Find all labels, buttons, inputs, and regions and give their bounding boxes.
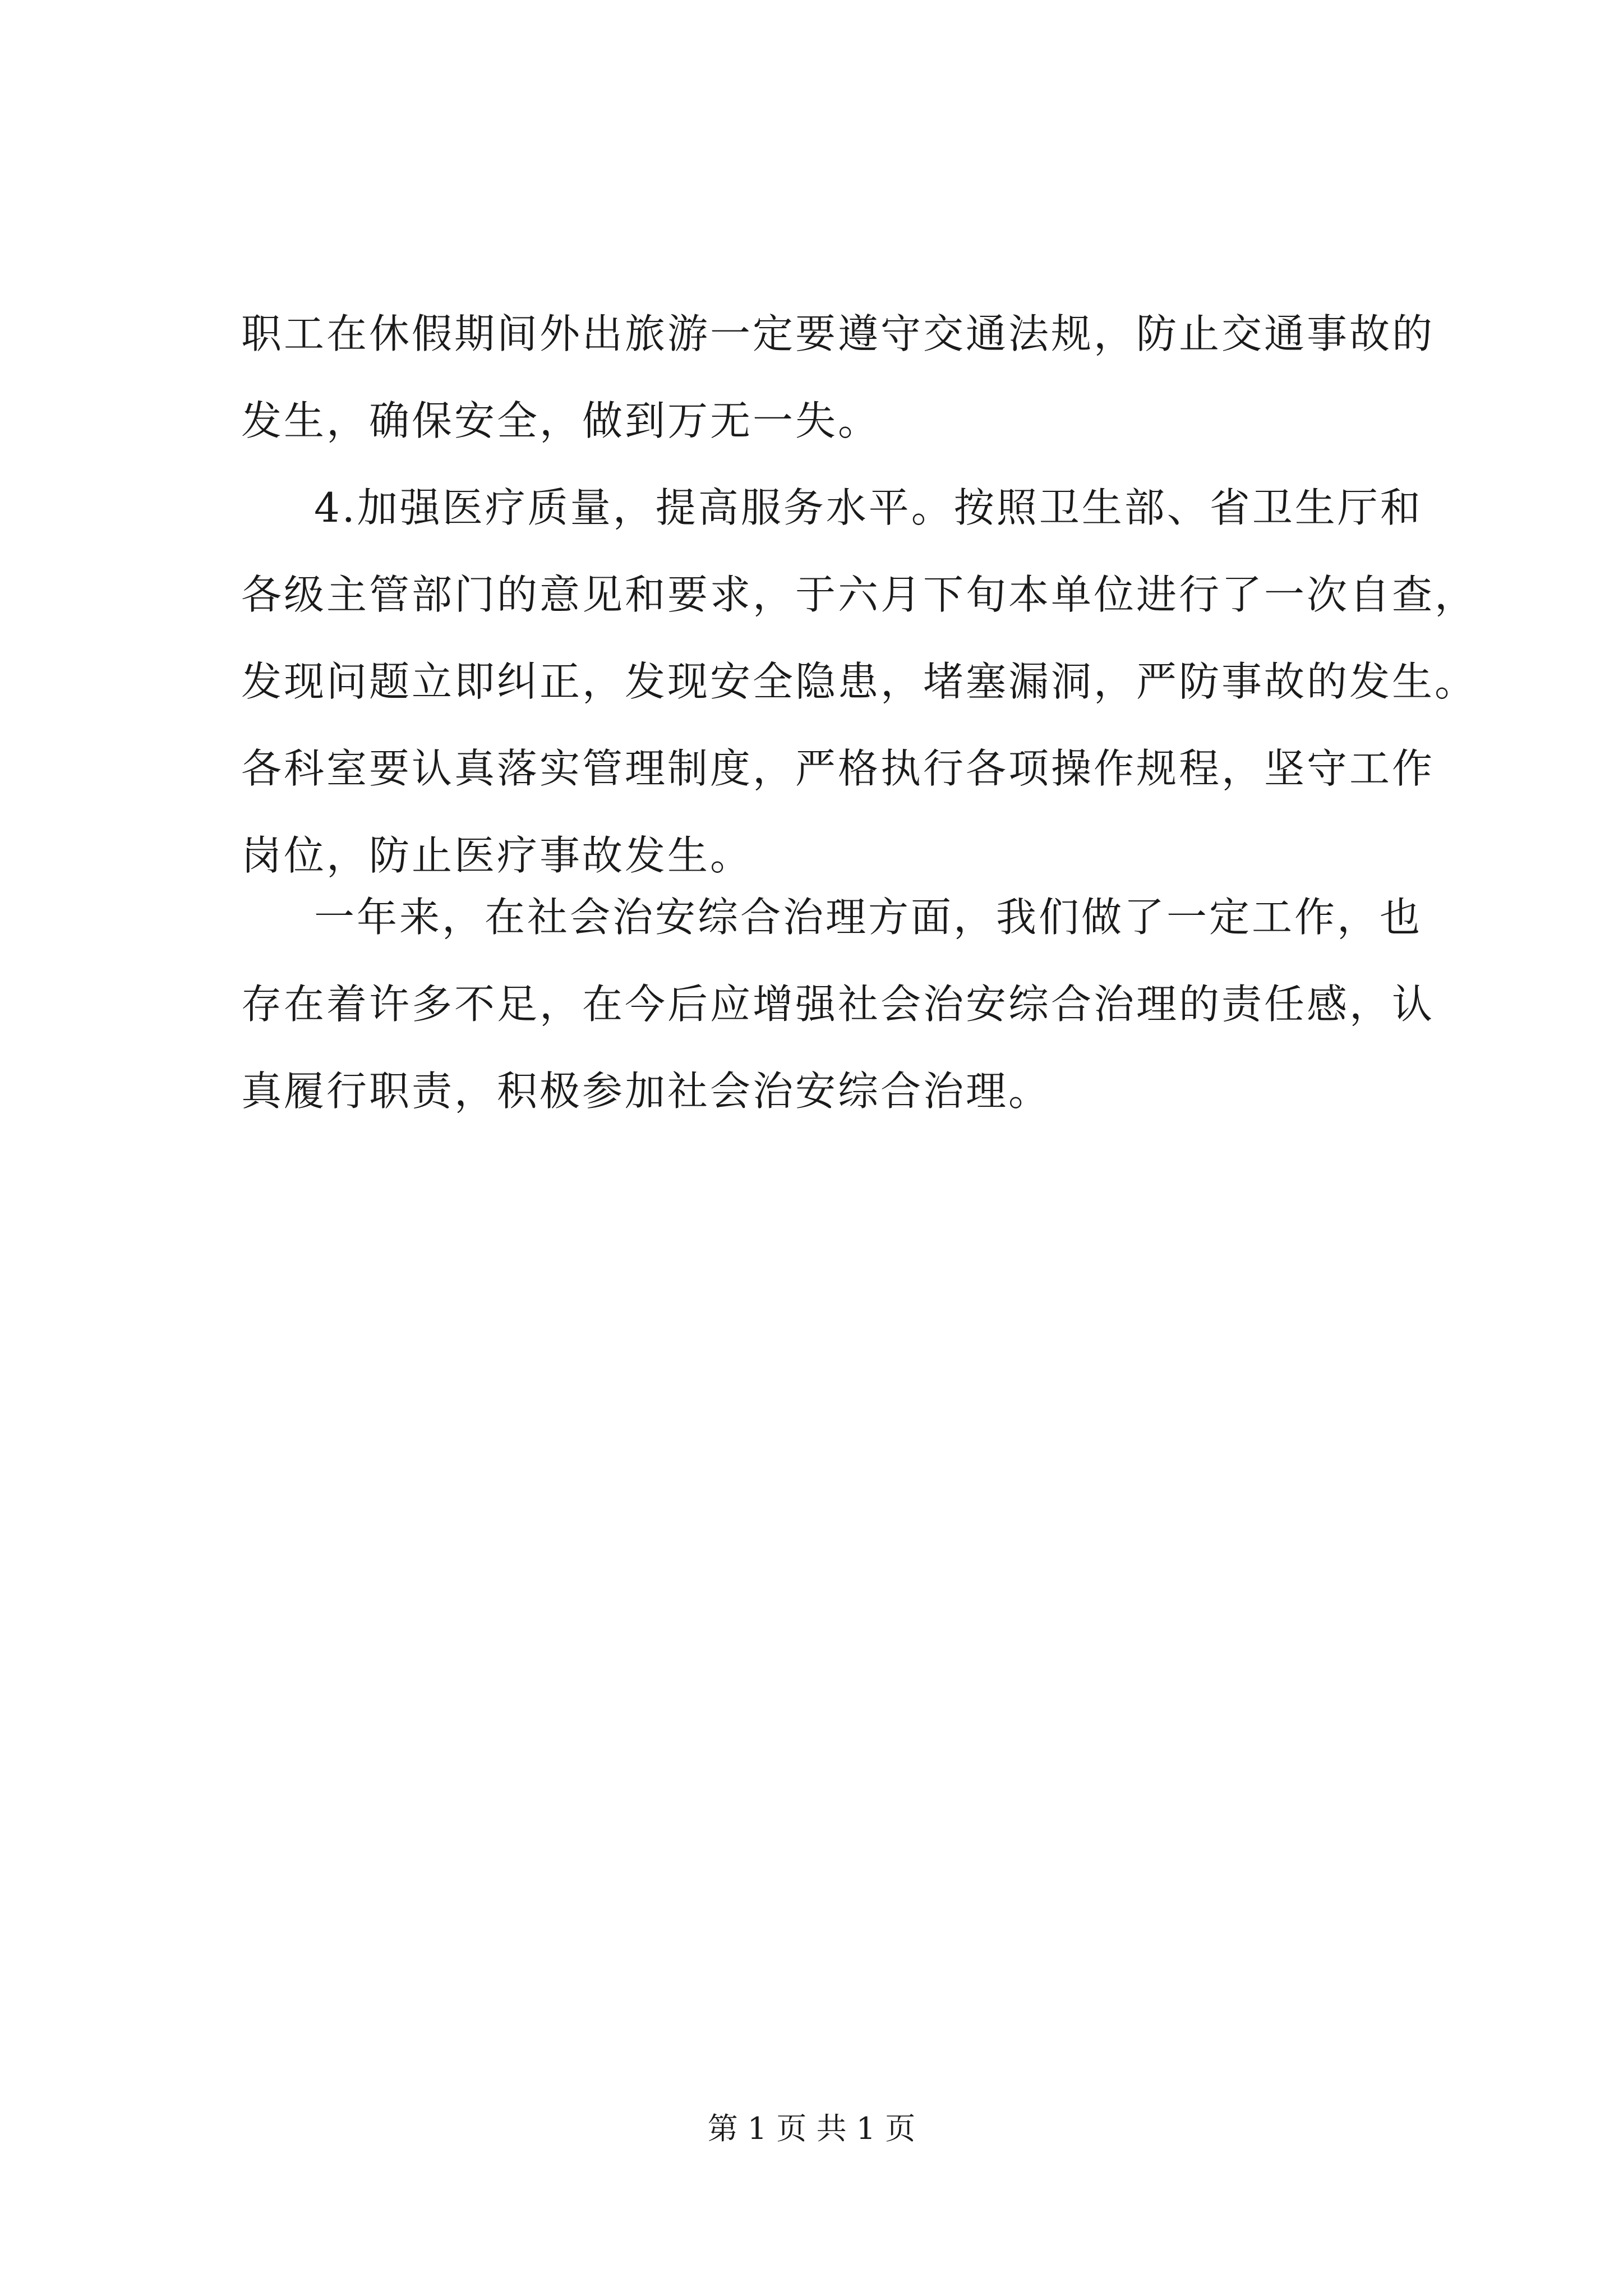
paragraph-2-line-2: 各级主管部门的意见和要求，于六月下旬本单位进行了一次自查，	[241, 571, 1478, 618]
paragraph-3-line-3: 真履行职责，积极参加社会治安综合治理。	[241, 1068, 1052, 1115]
paragraph-2-line-3: 发现问题立即纠正，发现安全隐患，堵塞漏洞，严防事故的发生。	[241, 658, 1478, 705]
page-number-footer: 第 1 页 共 1 页	[707, 2111, 916, 2146]
paragraph-2-line-5: 岗位，防止医疗事故发生。	[241, 832, 753, 879]
paragraph-1-line-1: 职工在休假期间外出旅游一定要遵守交通法规，防止交通事故的	[241, 310, 1435, 357]
paragraph-1-line-2: 发生，确保安全，做到万无一失。	[241, 397, 881, 444]
paragraph-2-line-1: 4.加强医疗质量，提高服务水平。按照卫生部、省卫生厅和	[314, 484, 1423, 531]
paragraph-3-line-2: 存在着许多不足，在今后应增强社会治安综合治理的责任感，认	[241, 981, 1435, 1028]
paragraph-2-line-4: 各科室要认真落实管理制度，严格执行各项操作规程，坚守工作	[241, 745, 1435, 792]
paragraph-3-line-1: 一年来，在社会治安综合治理方面，我们做了一定工作，也	[314, 894, 1423, 941]
